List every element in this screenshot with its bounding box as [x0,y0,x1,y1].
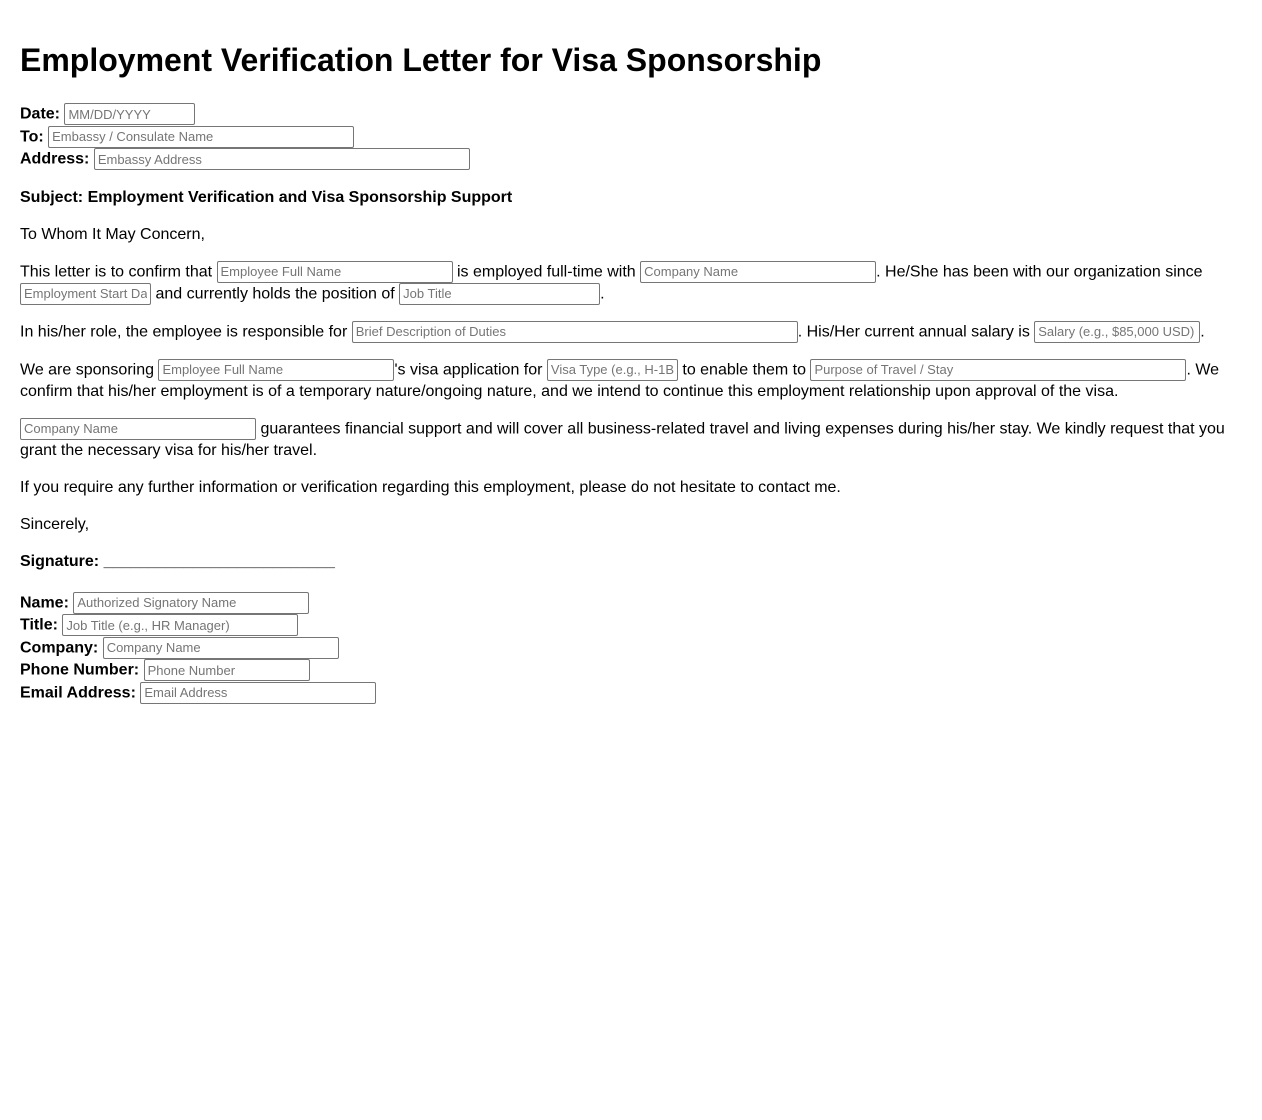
para1-text-3: . He/She has been with our organization since [876,263,1203,280]
embassy-address-input[interactable] [94,148,470,170]
to-row [20,126,1242,149]
signatory-title-label: Title: [20,616,58,634]
signatory-name-label: Name: [20,594,69,611]
address-label: Address: [20,150,90,168]
job-title-input[interactable] [399,283,600,305]
signatory-phone-label: Phone Number: [20,661,140,679]
paragraph-financial-support [20,418,1242,461]
paragraph-confirmation [20,261,1242,305]
signatory-company-input[interactable] [103,637,339,659]
date-input[interactable] [64,103,195,125]
to-label: To: [20,128,44,145]
employment-start-date-input[interactable] [20,283,151,305]
para1-text-4: and currently holds the position of [151,285,400,302]
para2-text-3: . [1200,323,1205,340]
para1-text-2: is employed full-time with [452,263,641,280]
paragraph-role [20,321,1242,343]
travel-purpose-input[interactable] [810,359,1186,381]
signatory-email-row [20,682,1242,705]
para3-text-3: to enable them to [677,361,811,378]
para2-text-2: . His/Her current annual salary is [797,323,1035,340]
para2-text-1: In his/her role, the employee is responsible for [20,323,352,340]
visa-type-input[interactable] [547,359,678,381]
sponsored-employee-name-input[interactable] [158,359,394,381]
para3-text-4: . We confirm that his/her employment is of a temporary nature/ongoing nature, and we intend to continue this employment relationship upon approval of the visa. [20,361,1220,400]
employee-name-input[interactable] [217,261,453,283]
signatory-company-label: Company: [20,639,99,656]
signatory-title-row [20,614,1242,637]
para3-text-1: We are sponsoring [20,361,159,378]
para4-text-1: guarantees financial support and will cover all business-related travel and living expenses during his/her stay. We kindly request that you grant the necessary visa for his/her travel. [20,420,1225,459]
salary-input[interactable] [1034,321,1200,343]
signature-line: Signature: __________________________ [20,552,335,570]
signatory-name-input[interactable] [73,592,309,614]
date-label: Date: [20,105,61,123]
closing: Sincerely, [20,515,90,533]
paragraph-contact: If you require any further information or verification regarding this employment, please do not hesitate to contact me. [20,478,841,496]
signatory-title-input[interactable] [62,614,298,636]
para1-text-1: This letter is to confirm that [20,263,217,280]
address-row [20,148,1242,171]
guarantor-company-name-input[interactable] [20,418,256,440]
signatory-name-row [20,592,1242,615]
page-title: Employment Verification Letter for Visa Sponsorship [20,42,822,78]
salutation: To Whom It May Concern, [20,225,205,243]
signatory-phone-input[interactable] [144,659,310,681]
signatory-email-input[interactable] [140,682,376,704]
company-name-input[interactable] [640,261,876,283]
signatory-email-label: Email Address: [20,684,136,701]
date-row [20,103,1242,126]
signatory-company-row [20,637,1242,660]
paragraph-sponsorship [20,359,1242,402]
duties-input[interactable] [352,321,798,343]
para3-text-2: 's visa application for [394,361,547,378]
embassy-name-input[interactable] [48,126,354,148]
subject-line: Subject: Employment Verification and Visa Sponsorship Support [20,188,513,206]
para1-text-5: . [600,285,605,302]
signatory-phone-row [20,659,1242,682]
